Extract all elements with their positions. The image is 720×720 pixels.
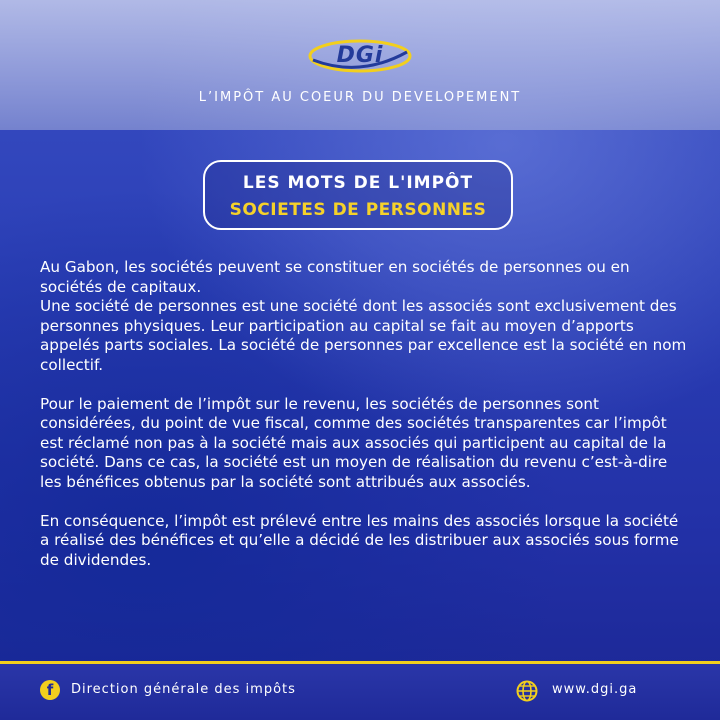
logo-text: DGi bbox=[336, 43, 384, 68]
body-text bbox=[40, 258, 690, 590]
paragraph-3: En conséquence, l’impôt est prélevé entre les mains des associés lorsque la société a réalisé des bénéfices et qu’elle a décidé de les distribuer aux associés sous forme de dividendes. bbox=[40, 511, 679, 569]
paragraph-2: Pour le paiement de l’impôt sur le revenu, les sociétés de personnes sont considérées, du point de vue fiscal, comme des sociétés transparentes car l’impôt est réclamé non pas à la société mais aux associés qui participent au capital de la société. Dans ce cas, la société est un moyen de réalisation du revenu c’est-à-dire les bénéfices obtenus par la société sont attribués aux associés. bbox=[40, 394, 668, 491]
title-line-1: LES MOTS DE L'IMPÔT bbox=[242, 173, 474, 193]
facebook-icon[interactable]: f bbox=[40, 680, 60, 700]
paragraph-1: Au Gabon, les sociétés peuvent se constituer en sociétés de personnes ou en sociétés de capitaux. Une société de personnes est une société dont les associés sont exclusivement des personnes physiques. Leur participation au capital se fait au moyen d’apports appelés parts sociales. La société de personnes par excellence est la société en nom collectif. bbox=[40, 258, 687, 374]
facebook-label[interactable]: Direction générale des impôts bbox=[71, 682, 296, 697]
website-link[interactable]: www.dgi.ga bbox=[552, 682, 638, 697]
globe-icon bbox=[516, 680, 538, 702]
title-box bbox=[203, 160, 513, 230]
title-line-2: SOCIETES DE PERSONNES bbox=[229, 200, 487, 220]
header-banner bbox=[0, 0, 720, 130]
dgi-logo bbox=[305, 36, 415, 76]
tagline: L’IMPÔT AU COEUR DU DEVELOPEMENT bbox=[198, 90, 522, 105]
